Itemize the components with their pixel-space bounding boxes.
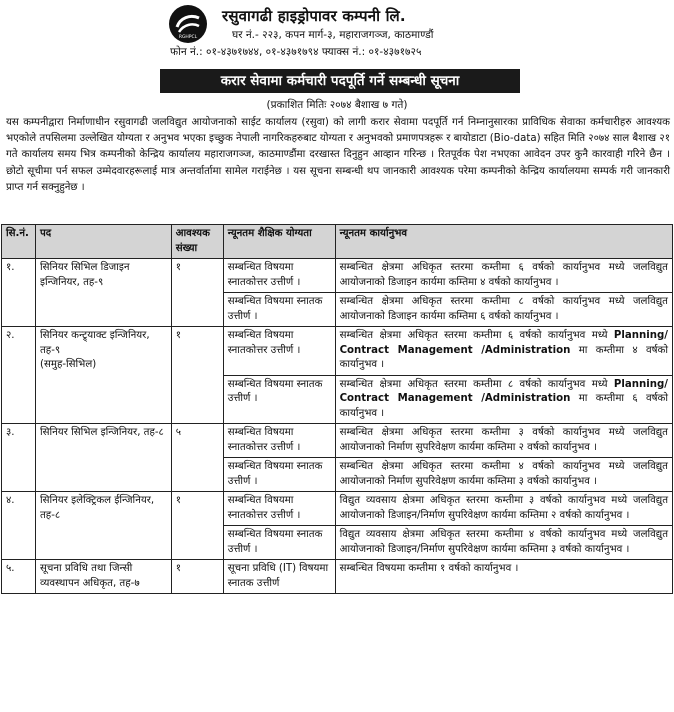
- header-qualification: न्यूनतम शैक्षिक योग्यता: [223, 225, 335, 259]
- row-sn: ४.: [2, 492, 36, 560]
- experience-part: सम्बन्धित क्षेत्रमा अधिकृत स्तरमा कम्तीमा ८ वर्षको कार्यानुभव मध्ये: [339, 378, 608, 390]
- row-qualification: सम्बन्धित विषयमा स्नातकोत्तर उत्तीर्ण ।: [223, 492, 335, 526]
- row-experience: सम्बन्धित विषयमा कम्तीमा १ वर्षको कार्यानुभव ।: [335, 560, 672, 594]
- experience-part-bold: Planning/ Contract Management /Administration: [339, 330, 668, 356]
- row-qualification: सम्बन्धित विषयमा स्नातक उत्तीर्ण ।: [223, 526, 335, 560]
- company-logo: [168, 4, 208, 44]
- experience-part: मा कम्तीमा ४ वर्षको कार्यानुभव ।: [339, 344, 668, 370]
- row-post: सिनियर सिभिल इन्जिनियर, तह-८: [35, 424, 171, 492]
- row-qualification: सम्बन्धित विषयमा स्नातक उत्तीर्ण ।: [223, 375, 335, 424]
- row-post: सूचना प्रविधि तथा जिन्सी व्यवस्थापन अधिकृत, तह-७: [35, 560, 171, 594]
- header-sn: सि.नं.: [2, 225, 36, 259]
- table-row: [2, 259, 673, 293]
- row-count: १: [171, 492, 223, 560]
- row-experience: विद्युत व्यवसाय क्षेत्रमा अधिकृत स्तरमा कम्तीमा ४ वर्षको कार्यानुभव मध्ये जलविद्युत आयोजनाको डिजाइन/निर्माण सुपरिवेक्षण कार्यमा कम्तिमा ३ वर्षको कार्यानुभव ।: [335, 526, 672, 560]
- row-count: १: [171, 327, 223, 424]
- table-header-row: [2, 225, 673, 259]
- row-count: ५: [171, 424, 223, 492]
- row-qualification: सूचना प्रविधि (IT) विषयमा स्नातक उत्तीर्ण: [223, 560, 335, 594]
- row-qualification: सम्बन्धित विषयमा स्नातक उत्तीर्ण ।: [223, 293, 335, 327]
- row-experience: [335, 327, 672, 376]
- table-row: [2, 492, 673, 526]
- row-qualification: सम्बन्धित विषयमा स्नातक उत्तीर्ण ।: [223, 458, 335, 492]
- row-sn: २.: [2, 327, 36, 424]
- letterhead: [0, 0, 674, 66]
- table-row: [2, 424, 673, 458]
- row-post: सिनियर सिभिल डिजाइन इन्जिनियर, तह-९: [35, 259, 171, 327]
- row-post: सिनियर इलेक्ट्रिकल ईन्जिनियर, तह-८: [35, 492, 171, 560]
- company-address: घर नं.- २२३, कपन मार्ग-३, महाराजगञ्ज, काठमाण्डौं: [232, 29, 434, 41]
- experience-part-bold: Planning/ Contract Management /Administration: [339, 378, 668, 404]
- row-sn: ३.: [2, 424, 36, 492]
- table-row: [2, 560, 673, 594]
- row-qualification: सम्बन्धित विषयमा स्नातकोत्तर उत्तीर्ण ।: [223, 424, 335, 458]
- published-date: (प्रकाशित मितिः २०७४ बैशाख ७ गते): [266, 99, 408, 111]
- row-experience: सम्बन्धित क्षेत्रमा अधिकृत स्तरमा कम्तीमा ८ वर्षको कार्यानुभव मध्ये जलविद्युत आयोजनाको डिजाइन कार्यमा कम्तिमा ६ वर्षको कार्यानुभव ।: [335, 293, 672, 327]
- company-name: रसुवागढी हाइड्रोपावर कम्पनी लि.: [222, 7, 406, 25]
- row-post-cell: [35, 327, 171, 424]
- company-phone: फोन नं.: ०१-४३७१७४४, ०१-४३७१७९४ फ्याक्स नं.: ०१-४३७१७२५: [170, 46, 422, 58]
- row-experience: सम्बन्धित क्षेत्रमा अधिकृत स्तरमा कम्तीमा ३ वर्षको कार्यानुभव मध्ये जलविद्युत आयोजनाको निर्माण सुपरिवेक्षण कार्यमा कम्तिमा २ वर्षको कार्यानुभव ।: [335, 424, 672, 458]
- notice-intro: यस कम्पनीद्वारा निर्माणाधीन रसुवागढी जलविद्युत आयोजनाको साईट कार्यालय (रसुवा) को लागी करार सेवामा पदपूर्ति गर्न निम्नानुसारका प्राविधिक सेवाका कर्मचारीहरु आवश्यक भएकोले तपसिलमा उल्लेखित योग्यता र अनुभव भएका इच्छुक नेपाली नागरिकहरुबाट योग्यता र अनुभवको प्रमाणपत्रहरू र बायोडाटा (Bio-data) सहित मिति २०७४ साल बैशाख २१ गते कार्यालय समय भित्र कम्पनीको केन्द्रिय कार्यालय महाराजगञ्ज, काठमाण्डौंमा दरखास्त दिनुहुन आव्हान गरिन्छ । रितपूर्वक पेश नभएका आवेदन उपर कुनै कारवाही गरिने छैन । छोटो सूचीमा पर्न सफल उम्मेदवारहरूलाई मात्र अन्तर्वार्तामा सामेल गराईनेछ । यस सूचना सम्बन्धी थप जानकारी आवश्यक परेमा कम्पनीको केन्द्रिय कार्यालयमा सम्पर्क गरी जानकारी प्राप्त गर्न सक्नुहुनेछ ।: [6, 117, 670, 193]
- row-count: १: [171, 259, 223, 327]
- row-qualification: सम्बन्धित विषयमा स्नातकोत्तर उत्तीर्ण ।: [223, 259, 335, 293]
- row-experience: सम्बन्धित क्षेत्रमा अधिकृत स्तरमा कम्तीमा ४ वर्षको कार्यानुभव मध्ये जलविद्युत आयोजनाको निर्माण सुपरिवेक्षण कार्यमा कम्तिमा ३ वर्षको कार्यानुभव ।: [335, 458, 672, 492]
- header-count: आवश्यक संख्या: [171, 225, 223, 259]
- row-sn: ५.: [2, 560, 36, 594]
- row-experience: विद्युत व्यवसाय क्षेत्रमा अधिकृत स्तरमा कम्तीमा ३ वर्षको कार्यानुभव मध्ये जलविद्युत आयोजनाको डिजाइन/निर्माण सुपरिवेक्षण कार्यमा कम्तिमा २ वर्षको कार्यानुभव ।: [335, 492, 672, 526]
- row-experience: [335, 375, 672, 424]
- row-count: १: [171, 560, 223, 594]
- header-post: पद: [35, 225, 171, 259]
- vacancy-table: [1, 224, 673, 594]
- table-row: [2, 327, 673, 376]
- experience-part: सम्बन्धित क्षेत्रमा अधिकृत स्तरमा कम्तीमा ६ वर्षको कार्यानुभव मध्ये: [339, 330, 608, 341]
- experience-part: मा कम्तीमा ६ वर्षको कार्यानुभव ।: [339, 393, 668, 419]
- header-experience: न्यूनतम कार्यानुभव: [335, 225, 672, 259]
- notice-title: करार सेवामा कर्मचारी पदपूर्ति गर्ने सम्बन्धी सूचना: [160, 69, 520, 93]
- logo-text: RGHPCL: [178, 35, 198, 40]
- row-post: सिनियर कन्ट्र्याक्ट इन्जिनियर, तह-९: [39, 330, 150, 356]
- row-experience: सम्बन्धित क्षेत्रमा अधिकृत स्तरमा कम्तीमा ६ वर्षको कार्यानुभव मध्ये जलविद्युत आयोजनाको डिजाइन कार्यमा कम्तिमा ४ वर्षको कार्यानुभव ।: [335, 259, 672, 293]
- row-sn: १.: [2, 259, 36, 327]
- row-post-group: (समुह-सिभिल): [39, 359, 97, 370]
- row-qualification: सम्बन्धित विषयमा स्नातकोत्तर उत्तीर्ण ।: [223, 327, 335, 376]
